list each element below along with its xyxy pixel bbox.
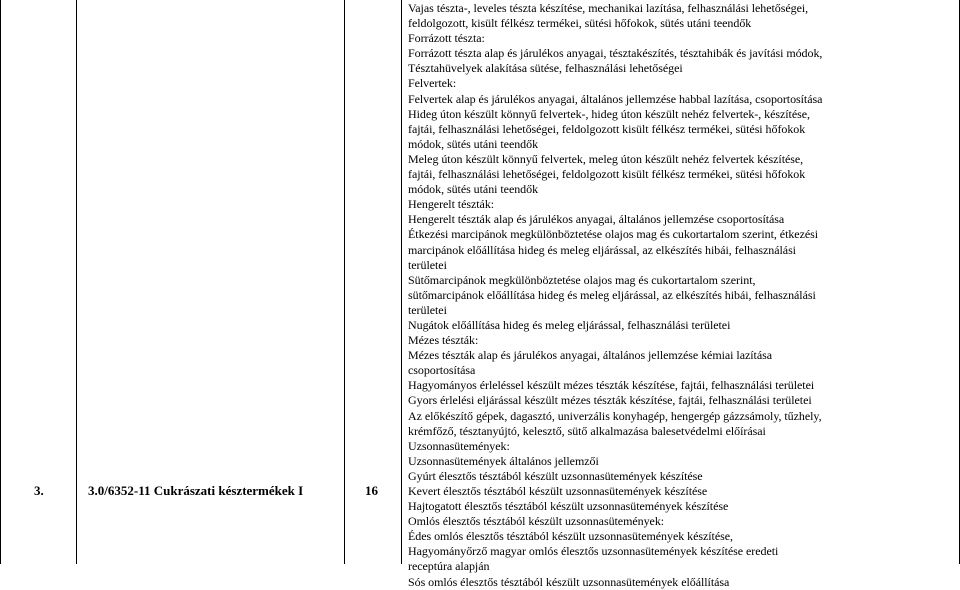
content-line: Hagyományos érleléssel készült mézes tészták készítése, fajtái, felhasználási területei xyxy=(408,378,815,393)
content-line: Vajas tészta-, leveles tészta készítése, mechanikai lazítása, felhasználási lehetőségei, xyxy=(408,1,809,15)
content-line: Sós omlós élesztős tésztából készült uzsonnasütemények előállítása xyxy=(408,574,730,589)
content-line: Hideg úton készült könnyű felvertek-, hideg úton készült nehéz felvertek-, készítése, xyxy=(408,106,810,121)
content-line: Hagyományőrző magyar omlós élesztős uzsonnasütemények készítése eredeti xyxy=(408,544,779,559)
content-line: módok, sütés utáni teendők xyxy=(408,182,539,197)
content-line: Forrázott tészta alap és járulékos anyagai, tésztakészítés, tésztahibák és javítási módok, xyxy=(408,46,823,61)
content-line: módok, sütés utáni teendők xyxy=(408,136,539,151)
content-line: Gyúrt élesztős tésztából készült uzsonnasütemények készítése xyxy=(408,468,703,483)
content-line: Felvertek alap és járulékos anyagai, általános jellemzése habbal lazítása, csoportosítása xyxy=(408,91,823,106)
content-line: Omlós élesztős tésztából készült uzsonnasütemények: xyxy=(408,514,665,529)
content-line: Meleg úton készült könnyű felvertek, meleg úton készült nehéz felvertek készítése, xyxy=(408,151,804,166)
content-line: Mézes tészták: xyxy=(408,333,479,348)
table-column-divider xyxy=(401,0,402,564)
content-line: Mézes tészták alap és járulékos anyagai, általános jellemzése kémiai lazítása xyxy=(408,348,772,363)
content-line: fajtái, felhasználási lehetőségei, feldolgozott kisült félkész termékei, sütési hőfokok xyxy=(408,167,806,182)
content-line: területei xyxy=(408,257,447,272)
table-column-divider xyxy=(76,0,77,564)
content-line: Uzsonnasütemények általános jellemzői xyxy=(408,453,599,468)
content-line: Édes omlós élesztős tésztából készült uzsonnasütemények készítése, xyxy=(408,529,733,544)
module-code-title: 3.0/6352-11 Cukrászati késztermékek I xyxy=(88,483,304,498)
content-line: receptúra alapján xyxy=(408,559,490,574)
content-line: marcipánok előállítása hideg és meleg eljárással, az elkészítés hibái, felhasználási xyxy=(408,242,796,257)
table-border-left xyxy=(0,0,1,564)
content-line: krémfőző, tésztanyújtó, kelesztő, sütő alkalmazása balesetvédelmi előírásai xyxy=(408,423,766,438)
content-line: feldolgozott, kisült félkész termékei, sütési hőfokok, sütés utáni teendők xyxy=(408,16,752,31)
table-column-divider xyxy=(344,0,345,564)
content-line: fajtái, felhasználási lehetőségei, feldolgozott kisült félkész termékei, sütési hőfokok xyxy=(408,121,806,136)
hours-count: 16 xyxy=(365,483,378,498)
content-line: Hengerelt tészták: xyxy=(408,197,495,212)
content-line: Gyors érlelési eljárással készült mézes tészták készítése, fajtái, felhasználási területei xyxy=(408,393,812,408)
content-line: Uzsonnasütemények: xyxy=(408,438,510,453)
content-line: területei xyxy=(408,302,447,317)
content-line: Forrázott tészta: xyxy=(408,31,485,46)
content-line: csoportosítása xyxy=(408,363,476,378)
content-line: Hengerelt tészták alap és járulékos anyagai, általános jellemzése csoportosítása xyxy=(408,212,785,227)
content-line: Felvertek: xyxy=(408,76,457,91)
content-line: Tésztahüvelyek alakítása sütése, felhasználási lehetőségei xyxy=(408,61,683,76)
content-line: sütőmarcipánok előállítása hideg és meleg eljárással, az elkészítés hibái, felhasználási xyxy=(408,287,816,302)
row-number: 3. xyxy=(34,483,44,498)
content-line: Az előkészítő gépek, dagasztó, univerzális konyhagép, hengergép gázzsámoly, tűzhely, xyxy=(408,408,822,423)
content-line: Sütőmarcipánok megkülönböztetése olajos mag és cukortartalom szerint, xyxy=(408,272,756,287)
content-cell xyxy=(408,1,958,590)
content-line: Étkezési marcipánok megkülönböztetése olajos mag és cukortartalom szerint, étkezési xyxy=(408,227,819,242)
content-line: Kevert élesztős tésztából készült uzsonnasütemények készítése xyxy=(408,484,708,498)
content-line: Nugátok előállítása hideg és meleg eljárással, felhasználási területei xyxy=(408,317,731,332)
content-line: Hajtogatott élesztős tésztából készült uzsonnasütemények készítése xyxy=(408,499,729,514)
